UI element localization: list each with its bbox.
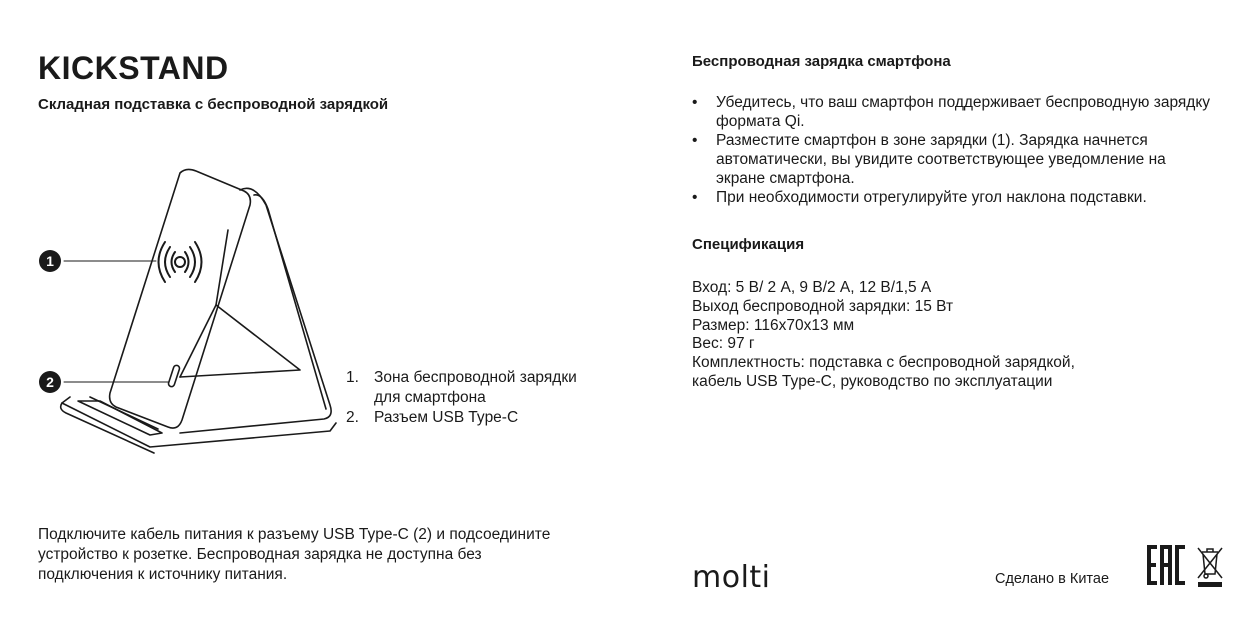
bullet-item: • Убедитесь, что ваш смартфон поддерживает беспроводную зарядку формата Qi. — [692, 93, 1217, 131]
spec-line: Выход беспроводной зарядки: 15 Вт — [692, 297, 954, 315]
marker-2: 2 — [46, 374, 54, 390]
spec-line: Комплектность: подставка с беспроводной зарядкой, — [692, 354, 1075, 372]
bullet-item: • При необходимости отрегулируйте угол наклона подставки. — [692, 189, 1147, 206]
bullet-item: • Разместите смартфон в зоне зарядки (1). Зарядка начнется автоматически, вы увидите соответствующее уведомление на экране смартфона. — [692, 131, 1217, 188]
bullet-text: Убедитесь, что ваш смартфон поддерживает беспроводную зарядку формата Qi. — [716, 94, 1211, 130]
callout-item — [346, 408, 596, 428]
spec-list — [692, 279, 1212, 392]
spec-line: Вес: 97 г — [692, 335, 755, 353]
callout-list — [346, 368, 596, 428]
spec-heading: Спецификация — [692, 236, 805, 253]
spec-line: Вход: 5 В/ 2 А, 9 В/2 А, 12 В/1,5 А — [692, 279, 932, 296]
callout-item — [346, 368, 596, 408]
molti-logo: molti — [692, 560, 771, 595]
wireless-charging-heading: Беспроводная зарядка смартфона — [692, 53, 951, 70]
wireless-charging-list — [692, 93, 1217, 207]
eac-mark-icon — [1147, 543, 1185, 587]
kickstand-illustration — [30, 165, 340, 455]
marker-1: 1 — [46, 253, 54, 269]
bullet-text: При необходимости отрегулируйте угол наклона подставки. — [716, 189, 1147, 206]
spec-line: кабель USB Type-C, руководство по эксплуатации — [692, 372, 1053, 390]
callout-number: 2. — [346, 409, 359, 426]
power-instructions: Подключите кабель питания к разъему USB Type-C (2) и подсоедините устройство к розетке. Беспроводная зарядка не доступна без подключения к источнику питания. — [38, 526, 551, 583]
callout-text: Зона беспроводной зарядки для смартфона — [374, 369, 577, 406]
product-title: KICKSTAND — [38, 50, 229, 86]
crossed-bin-icon — [1196, 544, 1224, 588]
bullet-text: Разместите смартфон в зоне зарядки (1). Зарядка начнется автоматически, вы увидите соответствующее уведомление на экране смартфона. — [716, 132, 1166, 187]
product-subtitle: Складная подставка с беспроводной зарядкой — [38, 96, 389, 113]
callout-text: Разъем USB Type-C — [374, 409, 519, 426]
spec-line: Размер: 116x70x13 мм — [692, 316, 855, 334]
made-in-label: Сделано в Китае — [995, 571, 1110, 587]
callout-number: 1. — [346, 369, 359, 386]
